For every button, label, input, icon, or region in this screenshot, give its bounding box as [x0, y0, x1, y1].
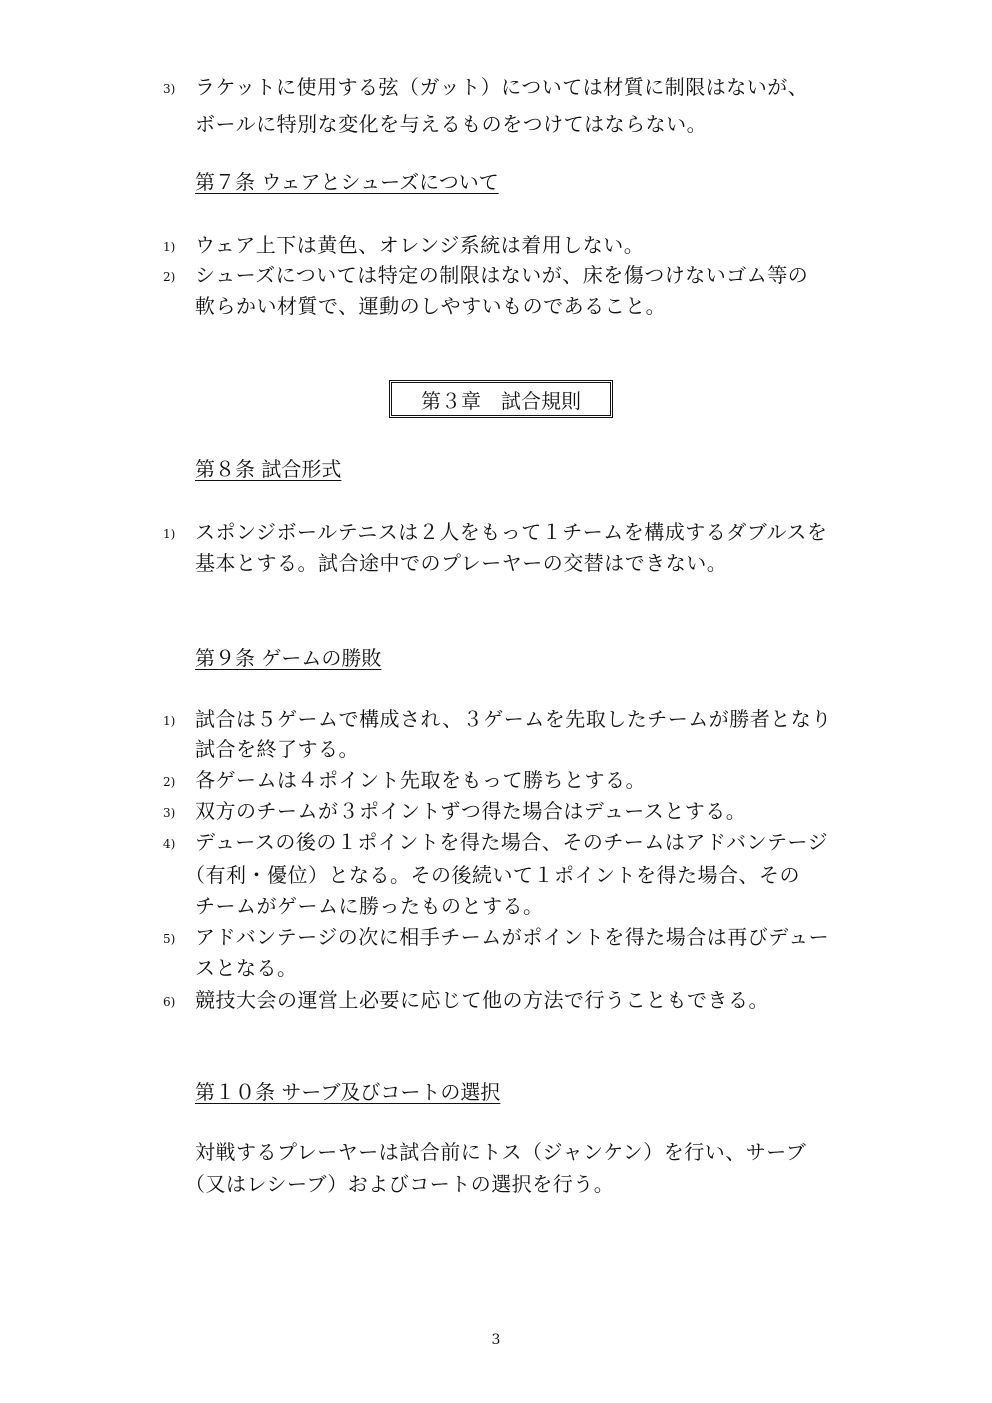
- list-number: 3): [163, 82, 176, 96]
- paragraph-text: （又はレシーブ）およびコートの選択を行う。: [185, 1172, 615, 1196]
- page-number: 3: [491, 1332, 501, 1348]
- list-item-text: 双方のチームが３ポイントずつ得た場合はデュースとする。: [195, 799, 747, 823]
- list-number: 2): [163, 270, 176, 284]
- list-item-text: ラケットに使用する弦（ガット）については材質に制限はないが、: [195, 75, 809, 99]
- list-number: 2): [163, 775, 176, 789]
- article-heading: 第９条 ゲームの勝敗: [195, 646, 382, 670]
- list-item-text: アドバンテージの次に相手チームがポイントを得た場合は再びデュー: [195, 925, 830, 949]
- list-item-text: 競技大会の運営上必要に応じて他の方法で行うこともできる。: [195, 988, 769, 1012]
- list-number: 4): [163, 837, 176, 851]
- list-item-text: デュースの後の１ポイントを得た場合、そのチームはアドバンテージ: [195, 830, 829, 854]
- article-heading: 第１０条 サーブ及びコートの選択: [195, 1080, 501, 1104]
- chapter-title: 第３章 試合規則: [421, 388, 581, 413]
- chapter-title-box: [389, 380, 613, 418]
- article-heading: 第７条 ウェアとシューズについて: [195, 170, 499, 194]
- list-number: 5): [163, 932, 176, 946]
- list-item-text: チームがゲームに勝ったものとする。: [195, 894, 544, 918]
- list-item-text: スとなる。: [195, 956, 298, 980]
- list-item-text: ボールに特別な変化を与えるものをつけてはならない。: [195, 112, 708, 136]
- list-item-text: 試合を終了する。: [195, 737, 359, 761]
- list-item-text: ウェア上下は黄色、オレンジ系統は着用しない。: [195, 233, 645, 257]
- paragraph-text: 対戦するプレーヤーは試合前にトス（ジャンケン）を行い、サーブ: [195, 1140, 807, 1164]
- list-item-text: スポンジボールテニスは２人をもって１チームを構成するダブルスを: [195, 520, 828, 544]
- list-number: 3): [163, 806, 176, 820]
- list-item-text: 各ゲームは４ポイント先取をもって勝ちとする。: [195, 768, 646, 792]
- list-number: 1): [163, 240, 176, 254]
- list-number: 6): [163, 995, 176, 1009]
- list-item-text: 基本とする。試合途中でのプレーヤーの交替はできない。: [195, 551, 728, 575]
- list-item-text: 軟らかい材質で、運動のしやすいものであること。: [195, 294, 667, 318]
- list-item-text: 試合は５ゲームで構成され、３ゲームを先取したチームが勝者となり: [195, 707, 832, 731]
- article-heading: 第８条 試合形式: [195, 457, 342, 481]
- list-number: 1): [163, 714, 176, 728]
- list-number: 1): [163, 527, 176, 541]
- list-item-text: （有利・優位）となる。その後続いて１ポイントを得た場合、その: [185, 863, 800, 887]
- list-item-text: シューズについては特定の制限はないが、床を傷つけないゴム等の: [195, 263, 809, 287]
